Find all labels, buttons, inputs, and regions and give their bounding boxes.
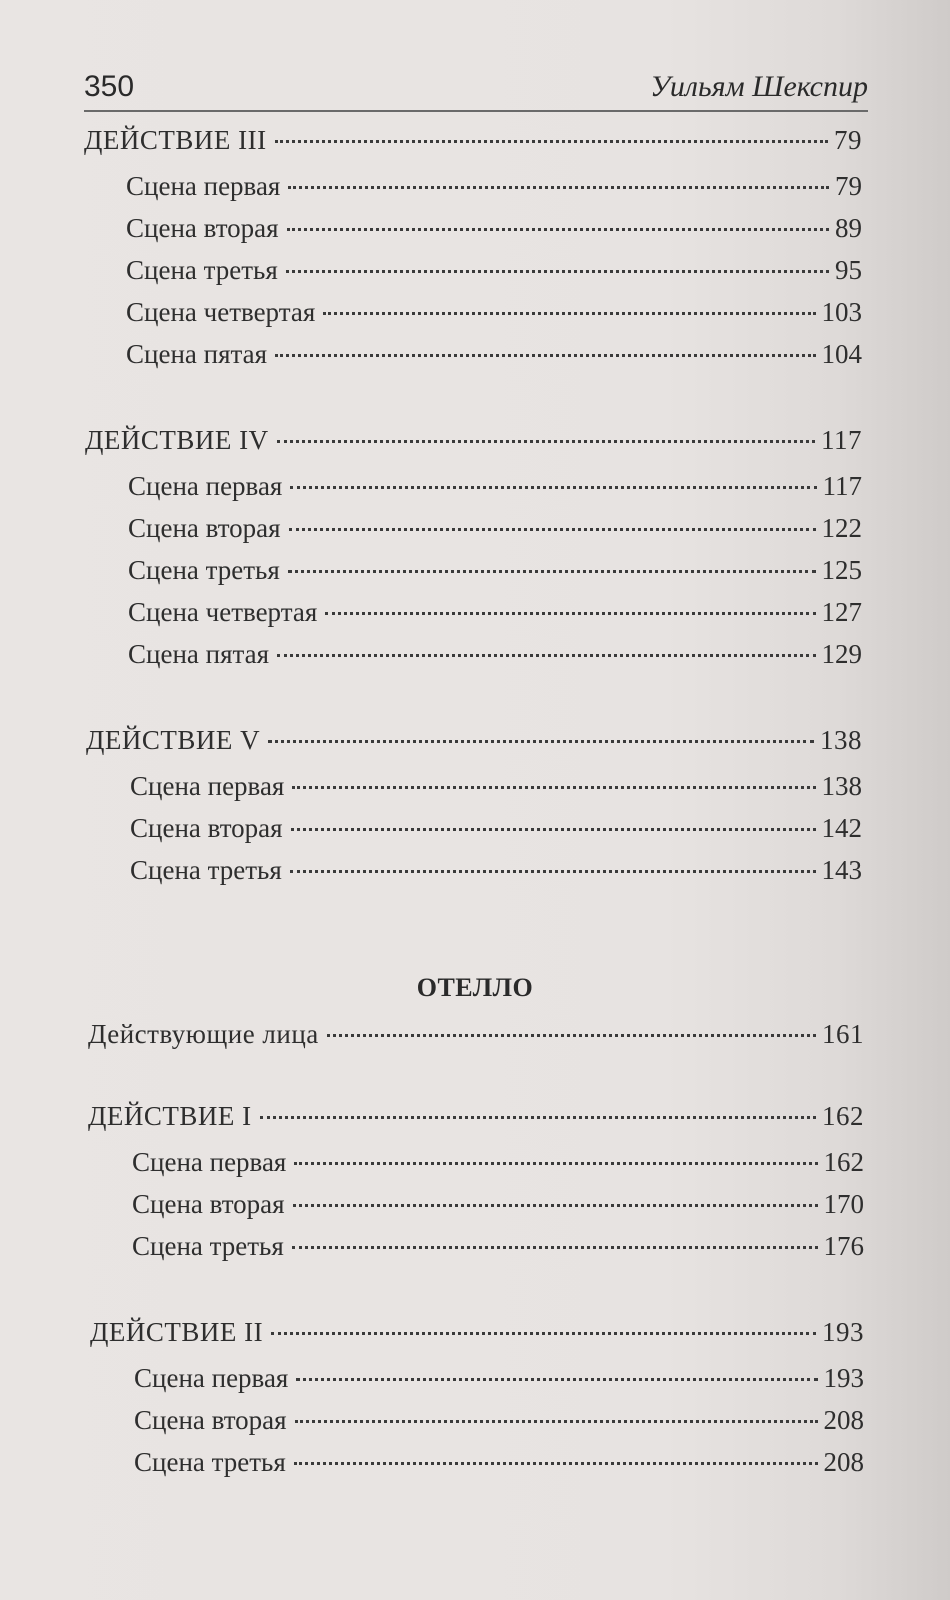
toc-entry-label: Сцена вторая [132, 1189, 285, 1219]
toc-entry-scene [126, 168, 862, 204]
dot-leader [287, 228, 829, 231]
toc-entry-page-number: 127 [821, 597, 862, 627]
toc-entry-page-number: 142 [821, 813, 862, 843]
dot-leader [293, 1204, 818, 1207]
toc-entry-scene [134, 1444, 864, 1480]
toc-entry-label: Сцена первая [132, 1147, 287, 1177]
toc-entry-page-number: 208 [823, 1405, 864, 1435]
toc-entry-label: Сцена вторая [128, 513, 281, 543]
dot-leader [323, 312, 815, 315]
toc-entry-page-number: 208 [823, 1447, 864, 1477]
dot-leader [290, 486, 816, 489]
toc-entry-label: Сцена третья [128, 555, 280, 585]
toc-entry-page-number: 193 [822, 1317, 864, 1347]
dot-leader [291, 828, 816, 831]
toc-entry-scene [128, 510, 862, 546]
dot-leader [286, 270, 829, 273]
toc-entry-label: Сцена четвертая [126, 297, 316, 327]
dot-leader [296, 1378, 817, 1381]
dot-leader [294, 1162, 817, 1165]
toc-entry-page-number: 193 [823, 1363, 864, 1393]
dot-leader [277, 654, 815, 657]
dot-leader [294, 1462, 818, 1465]
toc-entry-label: Сцена первая [128, 471, 283, 501]
toc-entry-page-number: 103 [821, 297, 862, 327]
toc-entry-label: Сцена первая [130, 771, 285, 801]
dot-leader [292, 786, 815, 789]
toc-entry-scene [128, 636, 862, 672]
page-header [84, 62, 868, 112]
toc-entry-scene [134, 1360, 864, 1396]
toc-entry-label: ДЕЙСТВИЕ III [84, 125, 267, 155]
toc-entry-scene [126, 336, 862, 372]
running-head: Уильям Шекспир [650, 70, 868, 103]
toc-entry-label: ДЕЙСТВИЕ IV [85, 425, 269, 455]
toc-entry-page-number: 143 [821, 855, 862, 885]
toc-entry-page-number: 117 [821, 425, 862, 455]
toc-entry-page-number: 95 [835, 255, 862, 285]
toc-entry-label: Сцена третья [134, 1447, 286, 1477]
toc-entry-page-number: 125 [821, 555, 862, 585]
toc-entry-page-number: 89 [835, 213, 862, 243]
toc-entry-act [85, 422, 862, 458]
toc-entry-page-number: 162 [823, 1147, 864, 1177]
toc-entry-scene [126, 294, 862, 330]
toc-entry-page-number: 79 [835, 171, 862, 201]
page-number: 350 [84, 70, 135, 103]
toc-entry-page-number: 129 [821, 639, 862, 669]
toc-entry-act [88, 1098, 864, 1134]
toc-entry-page-number: 138 [820, 725, 862, 755]
dot-leader [288, 570, 816, 573]
toc-entry-scene [130, 852, 862, 888]
toc-entry-act [86, 722, 862, 758]
dot-leader [292, 1246, 818, 1249]
toc-entry-scene [132, 1228, 864, 1264]
toc-entry-label: ДЕЙСТВИЕ I [88, 1101, 252, 1131]
toc-entry-act [84, 122, 862, 158]
dot-leader [268, 740, 814, 743]
toc-entry-label: Сцена первая [126, 171, 281, 201]
dot-leader [325, 612, 815, 615]
toc-entry-scene [130, 810, 862, 846]
toc-entry-label: Сцена третья [130, 855, 282, 885]
toc-entry-scene [132, 1144, 864, 1180]
toc-entry-label: Сцена вторая [126, 213, 279, 243]
toc-entry-page-number: 104 [821, 339, 862, 369]
toc-entry-scene [128, 552, 862, 588]
toc-entry-label: Сцена вторая [130, 813, 283, 843]
toc-entry-label: Действующие лица [88, 1019, 319, 1049]
toc-entry-scene [126, 210, 862, 246]
dot-leader [271, 1332, 816, 1335]
toc-entry-page-number: 79 [834, 125, 862, 155]
toc-entry-scene [130, 768, 862, 804]
toc-entry-page-number: 176 [823, 1231, 864, 1261]
dot-leader [295, 1420, 818, 1423]
toc-entry-scene [134, 1402, 864, 1438]
dot-leader [289, 528, 816, 531]
toc-entry-scene [128, 594, 862, 630]
toc-entry-page-number: 161 [822, 1019, 864, 1049]
dot-leader [260, 1116, 816, 1119]
toc-entry-page-number: 170 [823, 1189, 864, 1219]
dot-leader [275, 140, 828, 143]
dot-leader [277, 440, 815, 443]
toc-entry-label: ДЕЙСТВИЕ V [86, 725, 261, 755]
toc-entry-label: Сцена третья [126, 255, 278, 285]
dot-leader [327, 1034, 816, 1037]
toc-entry-act [88, 1016, 864, 1052]
toc-entry-label: Сцена пятая [128, 639, 270, 669]
dot-leader [288, 186, 829, 189]
toc-entry-label: Сцена вторая [134, 1405, 287, 1435]
dot-leader [290, 870, 816, 873]
section-title: ОТЕЛЛО [416, 973, 534, 1002]
toc-entry-label: Сцена третья [132, 1231, 284, 1261]
toc-entry-page-number: 122 [821, 513, 862, 543]
dot-leader [275, 354, 815, 357]
toc-entry-label: Сцена пятая [126, 339, 268, 369]
toc-entry-scene [132, 1186, 864, 1222]
toc-entry-page-number: 162 [822, 1101, 864, 1131]
toc-entry-label: Сцена четвертая [128, 597, 318, 627]
toc-entry-page-number: 138 [821, 771, 862, 801]
toc-entry-scene [126, 252, 862, 288]
toc-entry-label: ДЕЙСТВИЕ II [90, 1317, 264, 1347]
toc-entry-act [90, 1314, 864, 1350]
toc-entry-page-number: 117 [822, 471, 862, 501]
toc-entry-scene [128, 468, 862, 504]
toc-entry-label: Сцена первая [134, 1363, 289, 1393]
